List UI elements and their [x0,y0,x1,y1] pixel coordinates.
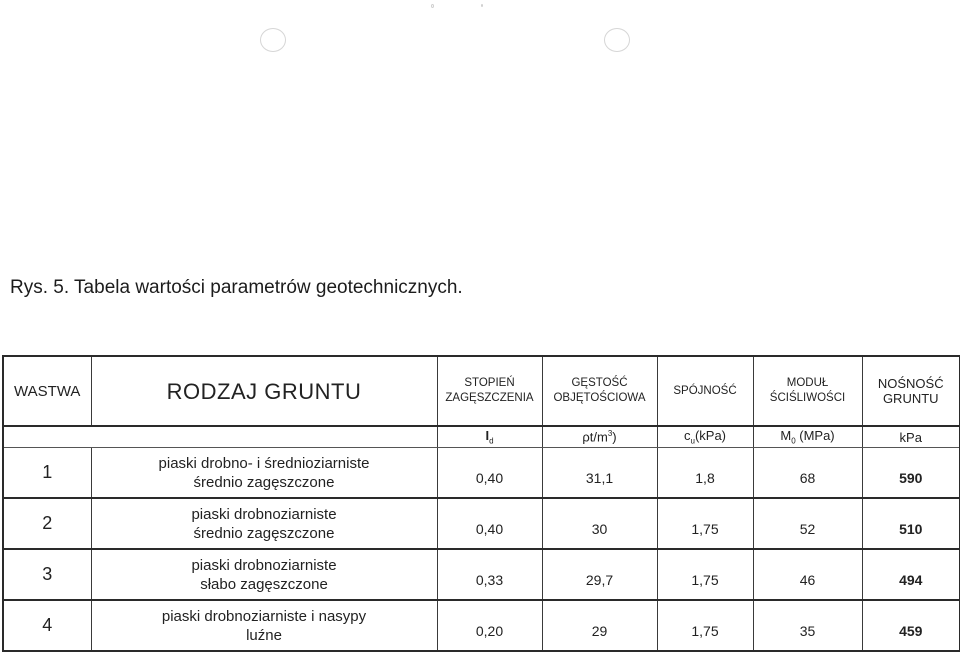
units-row [3,426,960,448]
layer-number: 2 [3,498,91,549]
header-modul-sciskliwosci: MODUŁ ŚCIŚLIWOŚCI [753,356,862,426]
unit-modulus: $M_0$ (MPa) [753,426,862,448]
compressibility-modulus: 35 [753,600,862,651]
bearing-capacity: 510 [862,498,960,549]
figure-caption: Rys. 5. Tabela wartości parametrów geotechnicznych. [10,277,463,298]
compressibility-modulus: 52 [753,498,862,549]
unit-cohesion: $c_u(kPa)$ [657,426,753,448]
table-row [3,498,960,549]
cohesion: 1,75 [657,600,753,651]
bearing-capacity: 459 [862,600,960,651]
scan-speck [481,4,483,7]
cohesion: 1,75 [657,498,753,549]
soil-type: piaski drobnoziarniste i nasypy luźne [91,600,437,651]
soil-type: piaski drobnoziarniste słabo zagęszczone [91,549,437,600]
geotechnical-parameters-table [2,355,960,652]
layer-number: 3 [3,549,91,600]
density-index: 0,20 [437,600,542,651]
unit-id: $I_d$ [437,426,542,448]
table-row [3,600,960,651]
density-index: 0,40 [437,448,542,499]
header-nosnosc-gruntu: NOŚNOŚĆ GRUNTU [862,356,960,426]
table-row [3,549,960,600]
compressibility-modulus: 46 [753,549,862,600]
bulk-density: 29 [542,600,657,651]
units-blank-cell [3,426,91,448]
compressibility-modulus: 68 [753,448,862,499]
header-rodzaj-gruntu: RODZAJ GRUNTU [91,356,437,426]
cohesion: 1,75 [657,549,753,600]
punch-hole-right [604,28,630,52]
units-blank-cell [91,426,437,448]
density-index: 0,33 [437,549,542,600]
bulk-density: 30 [542,498,657,549]
scan-speck [431,4,434,8]
bearing-capacity: 590 [862,448,960,499]
soil-type: piaski drobnoziarniste średnio zagęszczone [91,498,437,549]
density-index: 0,40 [437,498,542,549]
bulk-density: 29,7 [542,549,657,600]
layer-number: 1 [3,448,91,499]
table-row [3,448,960,499]
bulk-density: 31,1 [542,448,657,499]
punch-hole-left [260,28,286,52]
layer-number: 4 [3,600,91,651]
header-row [3,356,960,426]
soil-type: piaski drobno- i średnioziarniste średnio zagęszczone [91,448,437,499]
header-gestosc-objetosciowa: GĘSTOŚĆ OBJĘTOŚCIOWA [542,356,657,426]
bearing-capacity: 494 [862,549,960,600]
header-spojnosc: SPÓJNOŚĆ [657,356,753,426]
header-wastwa: WASTWA [3,356,91,426]
unit-density: $\rho t/m^3$) [542,426,657,448]
cohesion: 1,8 [657,448,753,499]
header-stopien-zageszczenia: STOPIEŃ ZAGĘSZCZENIA [437,356,542,426]
unit-bearing: kPa [862,426,960,448]
